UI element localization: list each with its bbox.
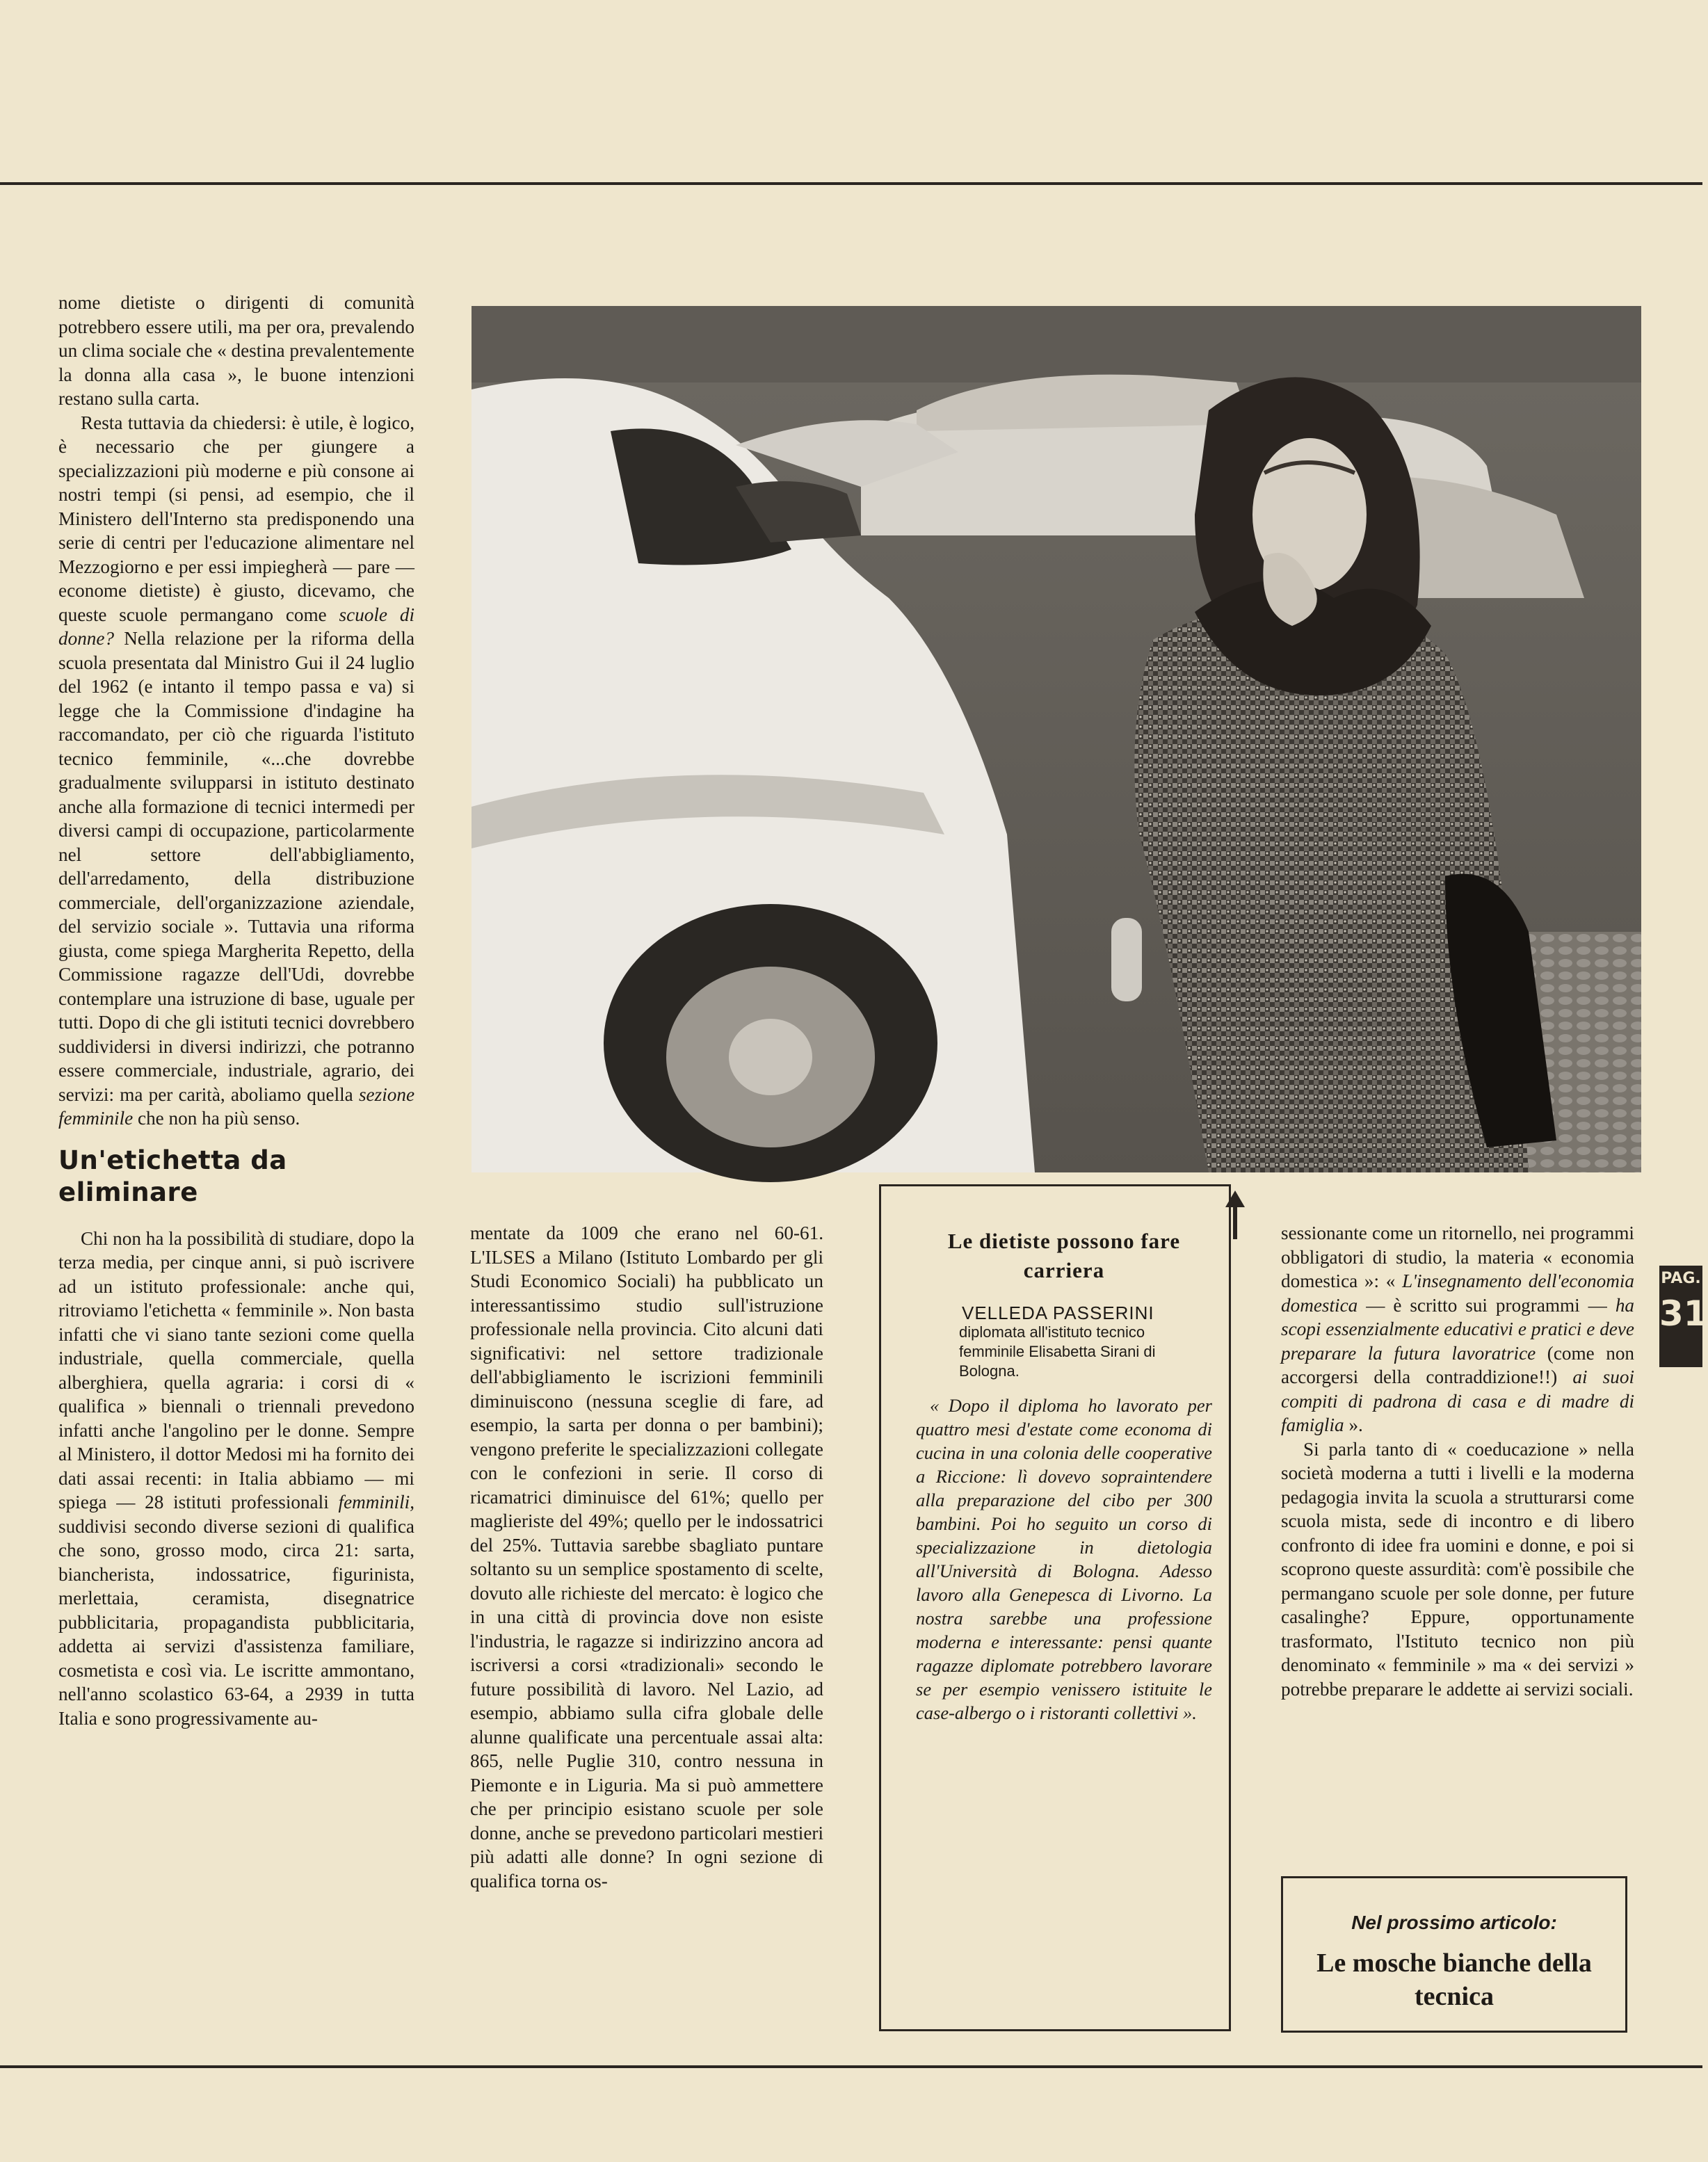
- next-article-title: Le mosche bianche della tecnica: [1316, 1949, 1592, 2011]
- bottom-rule: [0, 2065, 1702, 2068]
- photo: [472, 306, 1641, 1172]
- section-heading: Un'etichetta da eliminare: [58, 1145, 287, 1207]
- testimonial-box: [879, 1184, 1231, 2031]
- paragraph: Si parla tanto di « coeducazione » nella società moderna a tutti i livelli e la moderna pedagogia invita la scuola a strutturarsi come scuola mista, sede di incontro e di libero confronto di idee fra uomini e donne, e poi si scoprono queste assurdità: com'è possibile che permangano scuole per sole donne, per future casalinghe? Eppure, opportunamente trasformato, l'Istituto tecnico non più denominato « femminile » ma « dei servizi » potrebbe preparare le addette ai servizi sociali.: [1281, 1438, 1634, 1700]
- page-label: PAG.: [1661, 1270, 1701, 1287]
- page-number-tab: [1659, 1266, 1708, 1367]
- top-rule: [0, 182, 1702, 185]
- author-info: diplomata all'istituto tecnico femminile Elisabetta Sirani di Bologna.: [959, 1323, 1156, 1380]
- paragraph: sessionante come un ritornello, nei programmi obbligatori di studio, la materia « economia domestica »: « L'insegnamento dell'economia domestica — è scritto sui programmi — ha scopi essenzialmente educativi e pratici e deve preparare la futura lavoratrice (come non accorgersi della contraddizione!!) ai suoi compiti di padrona di casa e di madre di famiglia ».: [1281, 1223, 1635, 1435]
- author-name: VELLEDA PASSERINI: [962, 1302, 1154, 1323]
- box-title: Le dietiste possono fare carriera: [947, 1229, 1181, 1282]
- column-1: [58, 291, 414, 1730]
- paragraph: nome dietiste o dirigenti di comunità potrebbero essere utili, ma per ora, prevalendo un clima sociale che « destina prevalentemente la donna alla casa », le buone intenzioni restano sulla carta.: [58, 292, 414, 409]
- column-2: [470, 1221, 823, 1893]
- paragraph: Chi non ha la possibilità di studiare, dopo la terza media, per cinque anni, si può iscrivere ad un istituto professionale: anche qui, ritroviamo l'etichetta « femminile ». Non basta infatti che vi siano tante sezioni come quella industriale, quella commerciale, quella alberghiera, quella agraria: i corsi di « qualifica » biennali o triennali prevedono infatti anche l'angolino per le donne. Sempre al Ministero, il dottor Medosi mi ha fornito dei dati assai recenti: in Italia abbiamo — mi spiega — 28 istituti professionali femminili, suddivisi secondo diverse sezioni di qualifica che sono, grosso modo, circa 21: sarta, biancherista, indossatrice, figurinista, merlettaia, ceramista, disegnatrice pubblicitaria, propagandista pubblicitaria, addetta ai servizi d'assistenza familiare, cosmetista e così via. Le iscritte ammontano, nell'anno scolastico 63-64, a 2939 in tutta Italia e sono progressivamente au-: [58, 1227, 415, 1729]
- arrow-up-icon: [1225, 1191, 1245, 1239]
- paragraph: Resta tuttavia da chiedersi: è utile, è logico, è necessario che per giungere a specializzazioni più moderne e più consone ai nostri tempi (si pensi, ad esempio, che il Ministero dell'Interno sta predisponendo una serie di centri per l'educazione alimentare nel Mezzogiorno e per essi impiegherà — pare — econome dietiste) è giusto, dicevamo, che queste scuole permangano come scuole di donne? Nella relazione per la riforma della scuola presentata dal Ministro Gui il 24 luglio del 1962 (e intanto il tempo passa e va) si legge che la Commissione d'indagine ha raccomandato, per ciò che riguarda l'istituto tecnico femminile, «...che dovrebbe gradualmente svilupparsi in istituto destinato anche alla formazione di tecnici intermedi per diversi campi di occupazione, particolarmente nel settore dell'abbigliamento, dell'arredamento, della distribuzione commerciale, dell'organizzazione aziendale, del servizio sociale ». Tuttavia una riforma giusta, come spiega Margherita Repetto, della Commissione ragazze dell'Udi, dovrebbe contemplare una istruzione di base, uguale per tutti. Dopo di che gli istituti tecnici dovrebbero suddividersi in diversi indirizzi, che potranno essere commerciale, industriale, agrario, dei servizi: ma per carità, aboliamo quella sezione femminile che non ha più senso.: [58, 412, 415, 1129]
- box-quote: « Dopo il diploma ho lavorato per quattro mesi d'estate come economa di cucina in una colonia delle cooperative a Riccione: lì dovevo sopraintendere alla preparazione del cibo per 300 bambini. Poi ho seguito un corso di specializzazione in dietologia all'Università di Bologna. Adesso lavoro alla Genepesca di Livorno. La nostra sarebbe una professione moderna e interessante: pensi quante ragazze diplomate potrebbero lavorare se per esempio venissero istituite le case-albergo o i ristoranti collettivi ».: [916, 1395, 1212, 1723]
- page-number: 31: [1659, 1293, 1708, 1334]
- column-4: [1281, 1221, 1634, 1701]
- box-author: [959, 1303, 1212, 1381]
- photo-woman-with-cars: [472, 306, 1641, 1172]
- next-article-kicker: Nel prossimo articolo:: [1351, 1912, 1557, 1933]
- next-article-box: [1281, 1876, 1627, 2033]
- paragraph: mentate da 1009 che erano nel 60-61. L'ILSES a Milano (Istituto Lombardo per gli Studi Economico Sociali) ha pubblicato un interessantissimo studio sull'istruzione professionale nella provincia. Cito alcuni dati significativi: nel settore tradizionale dell'abbigliamento le iscrizioni femminili diminuiscono (nessuna sceglie di fare, ad esempio, la sarta per donna o per bambini); vengono preferite le specializzazioni collegate con le confezioni in serie. Il corso di ricamatrici diminuisce del 61%; quello per maglieriste del 49%; quello per le indossatrici del 25%. Tuttavia sarebbe sbagliato puntare soltanto su un semplice spostamento di scelte, dovuto alle richieste del mercato: è logico che in una città di provincia dove non esiste l'industria, le ragazze si indirizzino ancora ad iscriversi a corsi «tradizionali» secondo le future possibilità di lavoro. Nel Lazio, ad esempio, abbiamo sulla cifra globale delle alunne qualificate una percentuale assai alta: 865, nelle Puglie 310, contro nessuna in Piemonte e in Liguria. Ma si può ammettere che per principio esistano scuole per sole donne, anche se prevedono particolari mestieri più adatti alle donne? In ogni sezione di qualifica torna os-: [470, 1223, 823, 1891]
